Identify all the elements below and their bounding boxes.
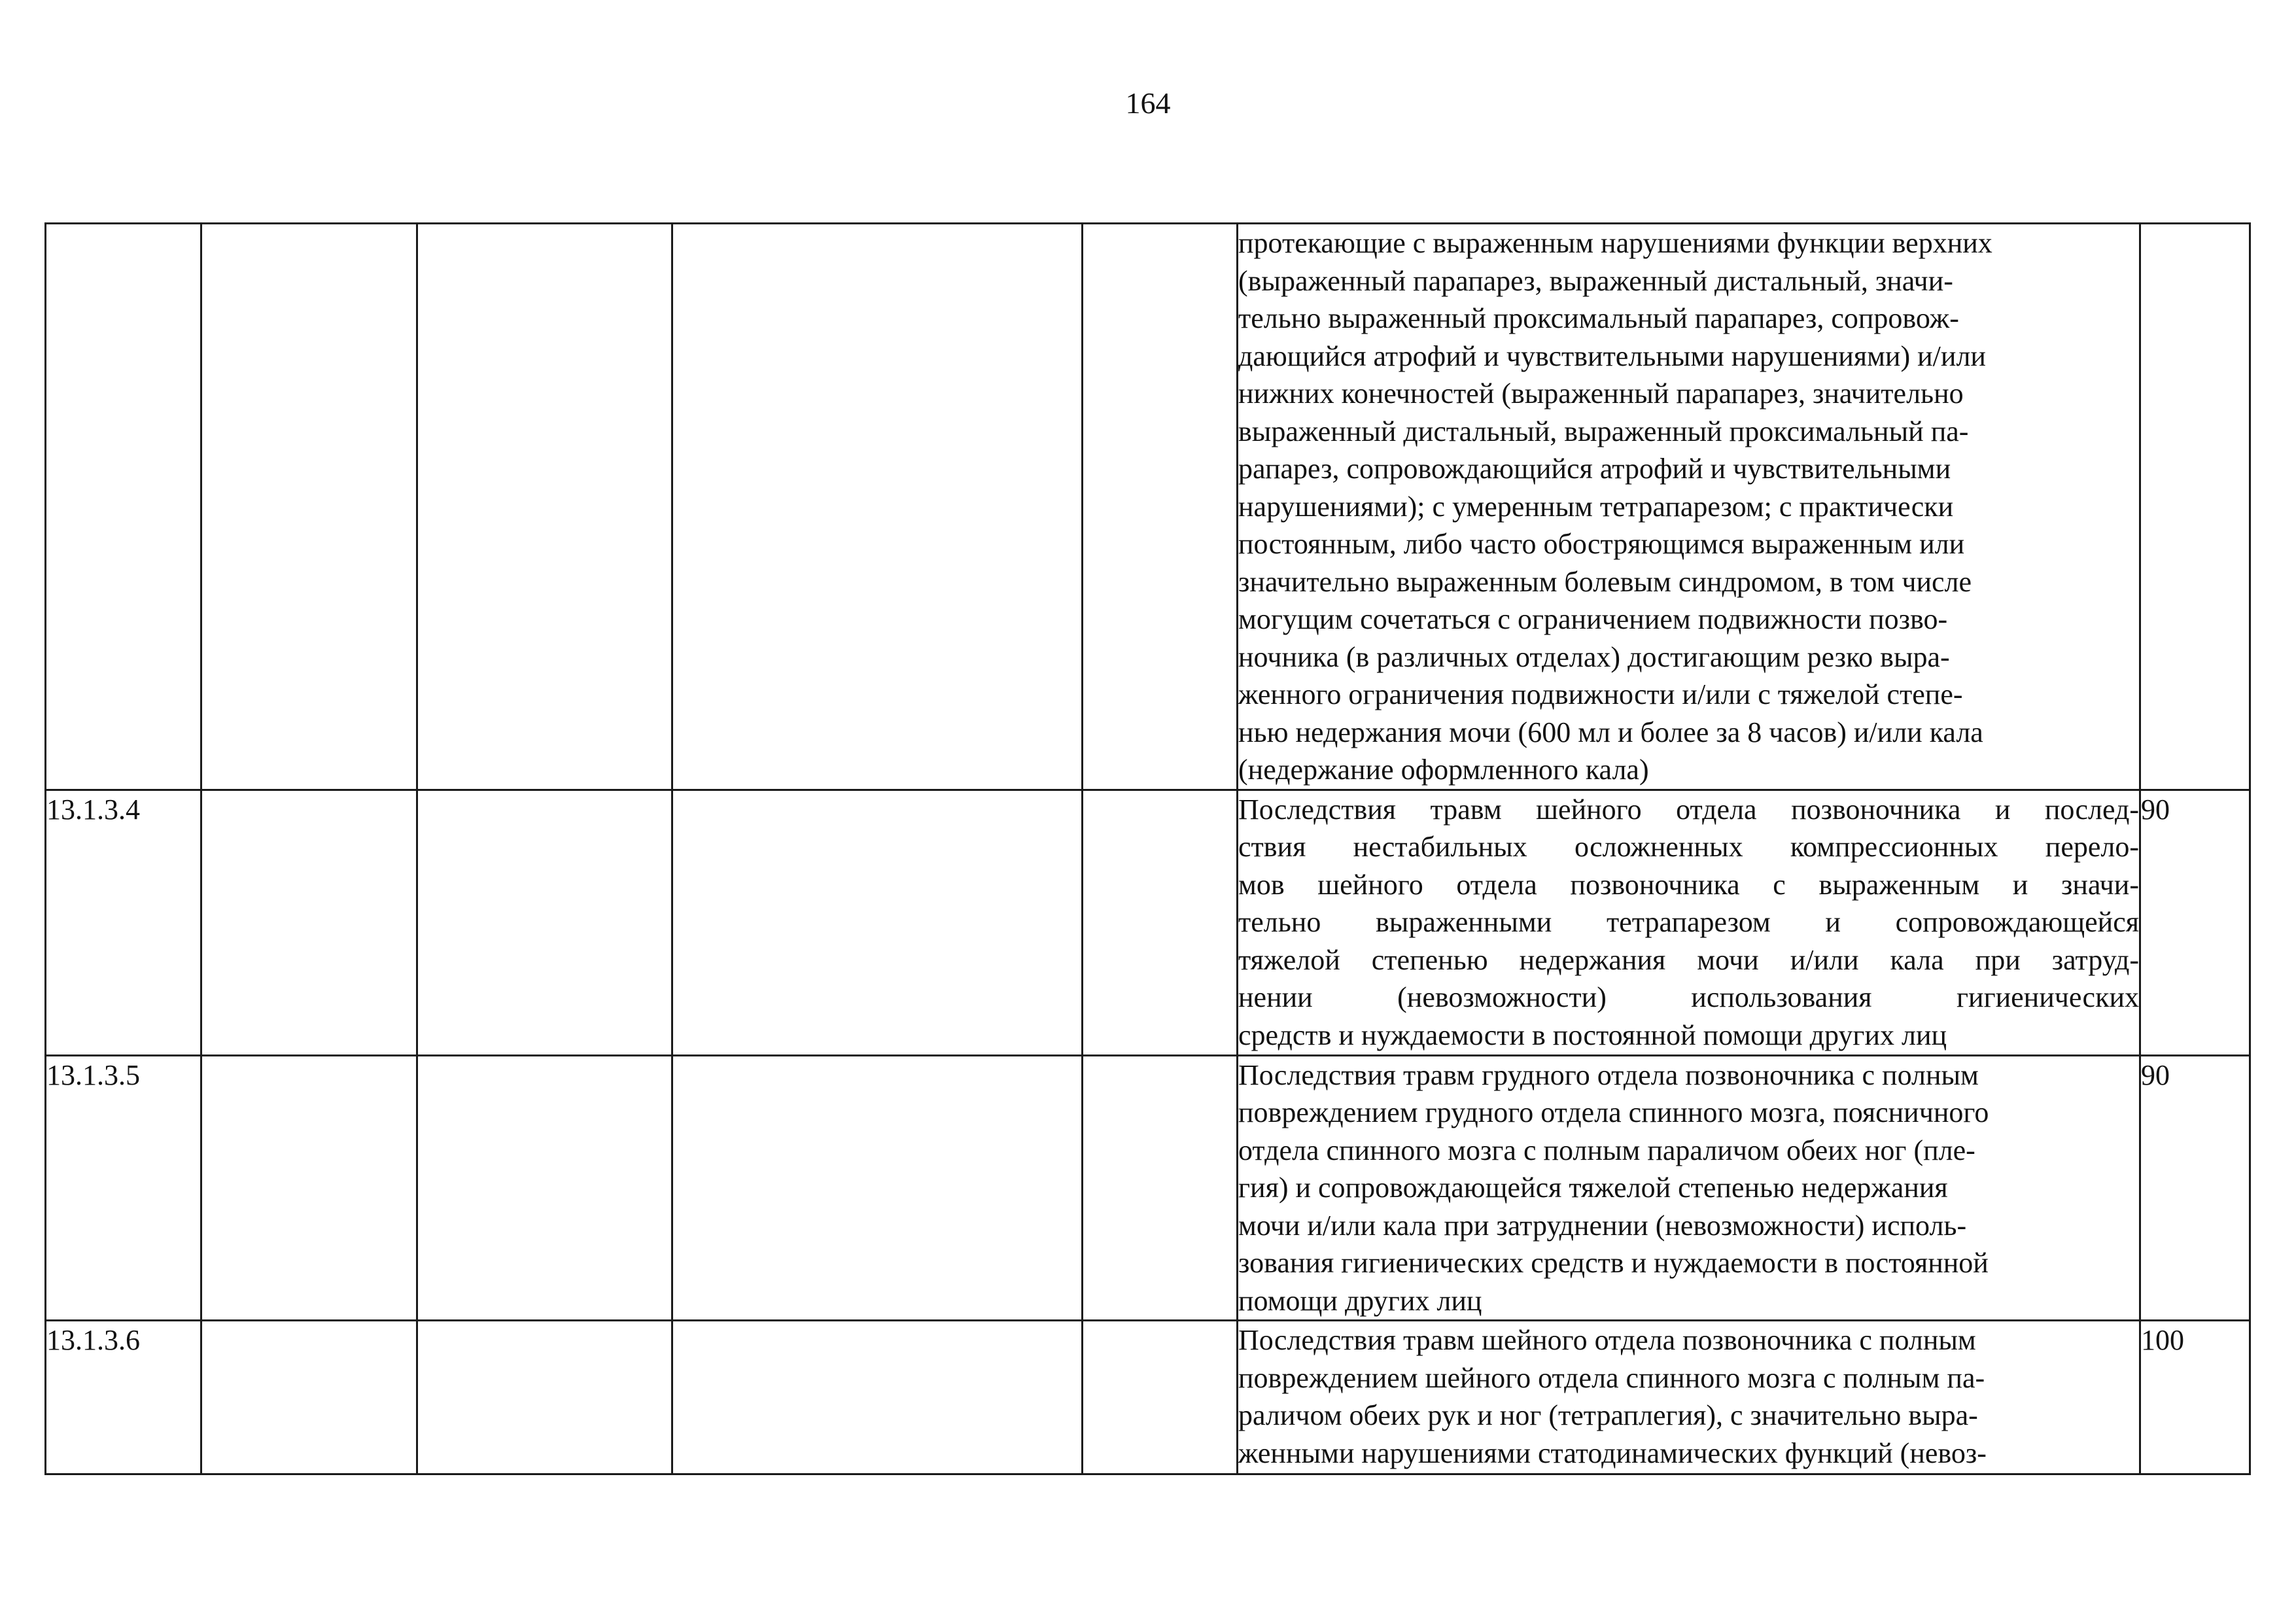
- description-line: нарушениями); с умеренным тетрапарезом; с практически: [1238, 490, 1954, 523]
- description-line: Последствия травм шейного отдела позвоночника с полным: [1238, 1324, 1976, 1356]
- row-code-cell: 13.1.3.4: [46, 790, 201, 1055]
- description-line: женными нарушениями статодинамических функций (невоз-: [1238, 1437, 1987, 1469]
- empty-cell: [201, 1321, 417, 1474]
- description-line: нении (невозможности) использования гигиенических: [1238, 981, 2139, 1013]
- page-number: 164: [1125, 86, 1171, 120]
- percent-cell: [2140, 224, 2250, 790]
- empty-cell: [1083, 1055, 1238, 1321]
- disability-criteria-table: [44, 222, 2251, 1475]
- description-line: (недержание оформленного кала): [1238, 754, 1649, 786]
- description-line: женного ограничения подвижности и/или с тяжелой степе-: [1238, 678, 1963, 710]
- row-code-cell: 13.1.3.6: [46, 1321, 201, 1474]
- table-row: [46, 790, 2250, 1055]
- description-line: Последствия травм грудного отдела позвоночника с полным: [1238, 1058, 1979, 1091]
- description-line: могущим сочетаться с ограничением подвижности позво-: [1238, 603, 1948, 635]
- description-line: Последствия травм шейного отдела позвоночника и послед-: [1238, 793, 2139, 826]
- empty-cell: [417, 790, 672, 1055]
- table-row: [46, 1055, 2250, 1321]
- description-line: дающийся атрофий и чувствительными нарушениями) и/или: [1238, 340, 1986, 372]
- percent-cell: 90: [2140, 790, 2250, 1055]
- description-line: нью недержания мочи (600 мл и более за 8 часов) и/или кала: [1238, 716, 1983, 748]
- description-line: зования гигиенических средств и нуждаемости в постоянной: [1238, 1247, 1989, 1279]
- description-line: помощи других лиц: [1238, 1284, 1482, 1317]
- description-line: рапарез, сопровождающийся атрофий и чувствительными: [1238, 453, 1951, 485]
- description-cell: [1238, 224, 2140, 790]
- description-line: мочи и/или кала при затруднении (невозможности) исполь-: [1238, 1209, 1967, 1242]
- empty-cell: [417, 224, 672, 790]
- description-line: (выраженный парапарез, выраженный дистальный, значи-: [1238, 264, 1953, 297]
- empty-cell: [417, 1055, 672, 1321]
- empty-cell: [201, 1055, 417, 1321]
- row-code-cell: [46, 224, 201, 790]
- description-line: протекающие с выраженным нарушениями функции верхних: [1238, 227, 1992, 259]
- percent-cell: 90: [2140, 1055, 2250, 1321]
- empty-cell: [672, 790, 1083, 1055]
- description-line: повреждением грудного отдела спинного мозга, поясничного: [1238, 1096, 1989, 1128]
- description-line: мов шейного отдела позвоночника с выраженным и значи-: [1238, 868, 2139, 901]
- description-line: постоянным, либо часто обостряющимся выраженным или: [1238, 528, 1965, 560]
- description-line: значительно выраженным болевым синдромом, в том числе: [1238, 565, 1972, 598]
- description-line: раличом обеих рук и ног (тетраплегия), с значительно выра-: [1238, 1399, 1978, 1431]
- empty-cell: [1083, 1321, 1238, 1474]
- table-row: [46, 224, 2250, 790]
- description-line: средств и нуждаемости в постоянной помощи других лиц: [1238, 1019, 1947, 1051]
- description-line: выраженный дистальный, выраженный проксимальный па-: [1238, 415, 1969, 447]
- empty-cell: [672, 224, 1083, 790]
- description-line: ночника (в различных отделах) достигающим резко выра-: [1238, 640, 1950, 673]
- empty-cell: [1083, 790, 1238, 1055]
- description-line: тельно выраженный проксимальный парапарез, сопровож-: [1238, 302, 1959, 334]
- table-row: [46, 1321, 2250, 1474]
- empty-cell: [201, 790, 417, 1055]
- description-line: тяжелой степенью недержания мочи и/или кала при затруд-: [1238, 943, 2139, 976]
- empty-cell: [417, 1321, 672, 1474]
- description-cell: [1238, 1321, 2140, 1474]
- description-line: повреждением шейного отдела спинного мозга с полным па-: [1238, 1361, 1985, 1394]
- description-cell: [1238, 790, 2140, 1055]
- row-code-cell: 13.1.3.5: [46, 1055, 201, 1321]
- empty-cell: [672, 1321, 1083, 1474]
- description-line: нижних конечностей (выраженный парапарез, значительно: [1238, 377, 1964, 410]
- description-line: гия) и сопровождающейся тяжелой степенью недержания: [1238, 1172, 1948, 1204]
- empty-cell: [201, 224, 417, 790]
- empty-cell: [1083, 224, 1238, 790]
- percent-cell: 100: [2140, 1321, 2250, 1474]
- description-line: отдела спинного мозга с полным параличом обеих ног (пле-: [1238, 1134, 1975, 1166]
- description-line: тельно выраженными тетрапарезом и сопровождающейся: [1238, 906, 2139, 938]
- description-cell: [1238, 1055, 2140, 1321]
- empty-cell: [672, 1055, 1083, 1321]
- description-line: ствия нестабильных осложненных компрессионных перело-: [1238, 831, 2139, 863]
